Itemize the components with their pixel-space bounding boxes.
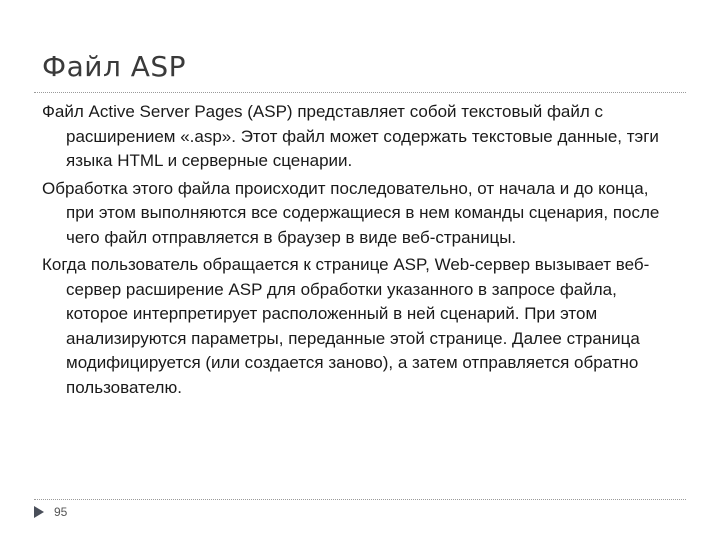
paragraph: Файл Active Server Pages (ASP) представляет собой текстовый файл с расширением «.asp». Этот файл может содержать текстовые данные, тэги языка HTML и серверные сценарии. [42, 102, 659, 170]
page-number: 95 [54, 505, 68, 519]
title-divider [34, 92, 686, 93]
paragraph: Когда пользователь обращается к странице ASP, Web-сервер вызывает веб-сервер расширение ASP для обработки указанного в запросе файла, которое интерпретирует расположенный в ней сценарий. При этом анализируются параметры, переданные этой странице. Далее страница модифицируется (или создается заново), а затем отправляется обратно пользователю. [42, 255, 650, 397]
slide-body [42, 100, 672, 403]
slide-title: Файл ASP [42, 50, 187, 83]
triangle-right-icon [34, 506, 44, 518]
footer-divider [34, 499, 686, 500]
paragraph: Обработка этого файла происходит последовательно, от начала и до конца, при этом выполняются все содержащиеся в нем команды сценария, после чего файл отправляется в браузер в виде веб-страницы. [42, 178, 660, 247]
